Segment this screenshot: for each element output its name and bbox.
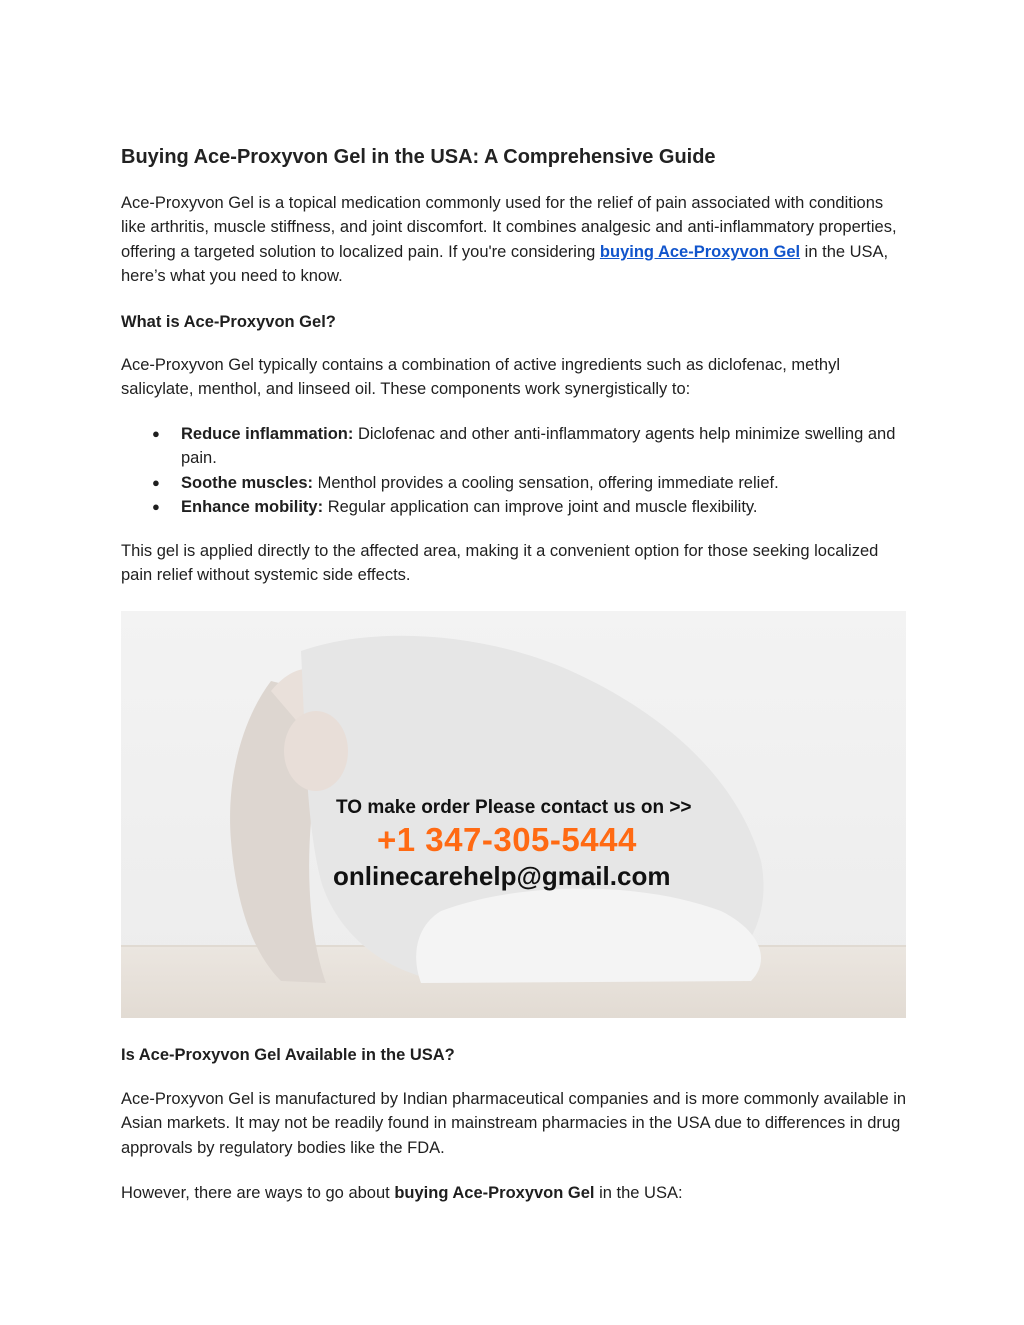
bullet-text: Regular application can improve joint and muscle flexibility. [323,497,758,516]
ways-paragraph [121,1181,911,1205]
intro-paragraph [121,191,911,288]
bullet-icon: ● [152,426,160,441]
benefits-list [121,422,911,519]
bullet-icon: ● [152,498,160,514]
list-item [121,471,911,495]
page-title: Buying Ace-Proxyvon Gel in the USA: A Comprehensive Guide [121,146,716,168]
bullet-bold: Reduce inflammation: [181,425,354,443]
intro-text-after: in the USA, here’s what you need to know. [121,242,889,285]
bullet-text: Menthol provides a cooling sensation, offering immediate relief. [313,473,779,492]
bullet-bold: Enhance mobility: [181,497,324,516]
ways-text-bold: buying Ace-Proxyvon Gel [394,1184,595,1202]
bullet-bold: Soothe muscles: [181,473,314,492]
list-item [121,422,911,471]
list-item [121,495,911,519]
ways-text-after: in the USA: [594,1184,683,1202]
section-heading-availability: Is Ace-Proxyvon Gel Available in the USA? [121,1046,455,1064]
contact-phone: +1 347-305-5444 [377,821,637,858]
contact-overlay [121,611,906,1018]
application-paragraph: This gel is applied directly to the affected area, making it a convenient option for those seeking localized pain relief without systemic side effects. [121,542,879,585]
promo-image [121,611,906,1018]
availability-paragraph: Ace-Proxyvon Gel is manufactured by Indian pharmaceutical companies and is more commonly available in Asian markets. It may not be readily found in mainstream pharmacies in the USA due to differences in drug approvals by regulatory bodies like the FDA. [121,1090,907,1157]
section-heading-what-is: What is Ace-Proxyvon Gel? [121,313,336,331]
intro-text-before: Ace-Proxyvon Gel is a topical medication commonly used for the relief of pain associated with conditions like arthritis, muscle stiffness, and joint discomfort. It combines analgesic and anti-inflammatory properties, offering a targeted solution to localized pain. If you're considering [121,194,897,261]
buying-gel-link[interactable]: buying Ace-Proxyvon Gel [599,242,801,261]
order-prompt-text: TO make order Please contact us on >> [336,797,692,818]
bullet-text: Diclofenac and other anti-inflammatory agents help minimize swelling and pain. [181,425,896,468]
ways-text-before: However, there are ways to go about [121,1184,395,1202]
bullet-icon: ● [152,474,160,490]
contact-email: onlinecarehelp@gmail.com [333,861,671,891]
ingredients-paragraph: Ace-Proxyvon Gel typically contains a combination of active ingredients such as diclofenac, methyl salicylate, menthol, and linseed oil. These components work synergistically to: [121,356,841,399]
